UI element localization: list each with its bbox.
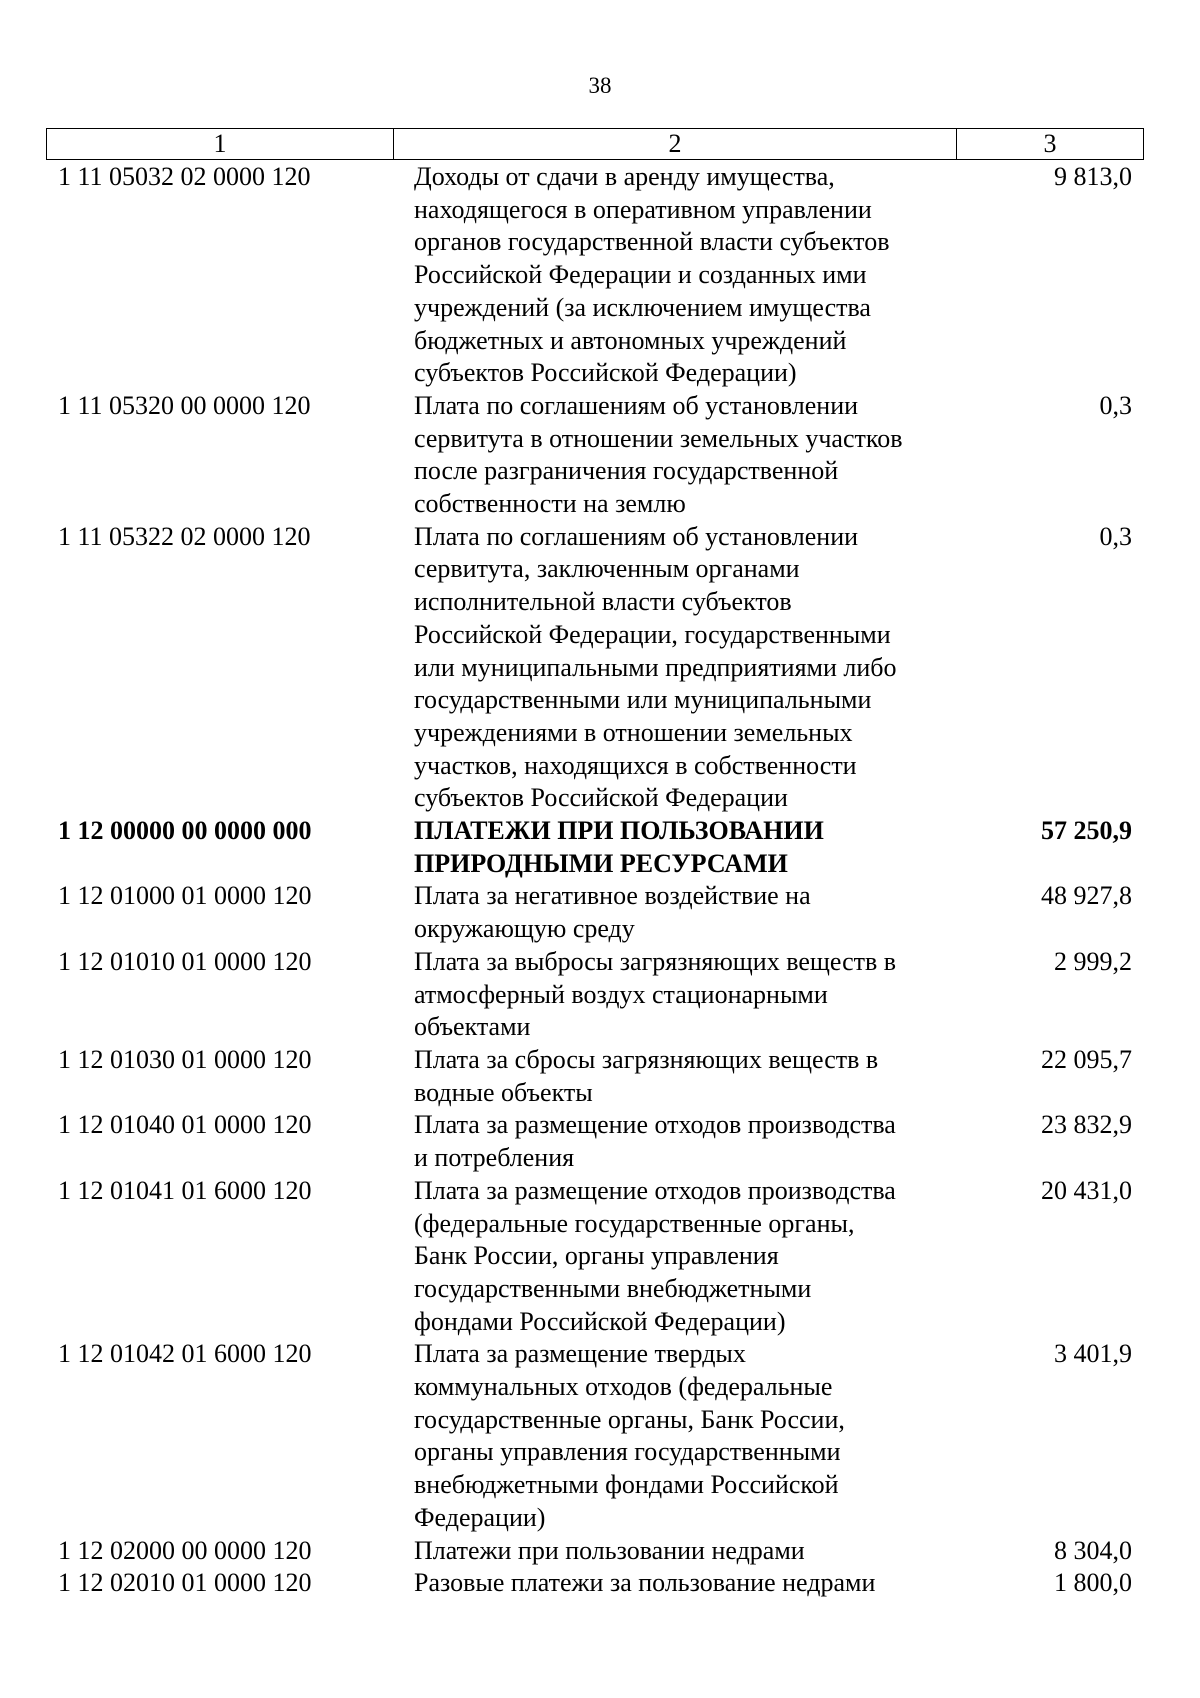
amount-value: 23 832,9 [1041,1110,1132,1140]
page-number: 38 [588,73,612,98]
income-name-line: органов государственной власти субъектов [414,227,890,257]
budget-code: 1 12 01042 01 6000 120 [58,1339,312,1369]
income-name-line: Банк России, органы управления [414,1241,779,1271]
income-name-line: Плата по соглашениям об установлении [414,521,859,551]
income-name-line: сервитута в отношении земельных участков [414,423,903,453]
income-name [405,1338,979,1534]
amount-value: 8 304,0 [1054,1535,1132,1565]
budget-code: 1 11 05320 00 0000 120 [58,390,311,420]
budget-code: 1 11 05322 02 0000 120 [58,521,311,551]
income-name-line: участков, находящихся в собственности [414,750,857,780]
income-name-line: Плата за размещение отходов производства [414,1110,896,1140]
income-name [405,521,979,815]
income-name [405,880,979,945]
income-name [405,1175,979,1339]
income-name-line: Плата за сбросы загрязняющих веществ в [414,1044,879,1074]
income-name-line: после разграничения государственной [414,456,839,486]
income-name-line: ПЛАТЕЖИ ПРИ ПОЛЬЗОВАНИИ [414,816,824,846]
income-name [405,390,979,521]
table-row [46,161,1143,390]
budget-code: 1 12 02010 01 0000 120 [58,1568,312,1598]
budget-code: 1 12 01000 01 0000 120 [58,881,312,911]
income-name-line: исполнительной власти субъектов [414,587,792,617]
income-name [405,1535,979,1568]
income-name [405,946,979,1044]
amount-value: 20 431,0 [1041,1175,1132,1205]
table-row [46,1567,1143,1600]
income-name-line: Российской Федерации и созданных ими [414,260,867,290]
budget-code: 1 12 01040 01 0000 120 [58,1110,312,1140]
table-row [46,390,1143,521]
income-name-line: органы управления государственными [414,1437,841,1467]
income-name [405,161,979,390]
income-name-line: Платежи при пользовании недрами [414,1535,805,1565]
income-name-line: водные объекты [414,1077,593,1107]
income-name-line: сервитута, заключенным органами [414,554,800,584]
income-name-line: бюджетных и автономных учреждений [414,325,847,355]
amount-value: 48 927,8 [1041,881,1132,911]
table-row [46,1338,1143,1534]
income-name-line: Плата по соглашениям об установлении [414,390,859,420]
income-name-line: фондами Российской Федерации) [414,1306,786,1336]
table-row [46,880,1143,945]
income-name-line: Разовые платежи за пользование недрами [414,1568,876,1598]
table-row [46,521,1143,815]
amount-value: 57 250,9 [1041,816,1132,846]
income-name-line: Федерации) [414,1502,546,1532]
income-name-line: Плата за размещение твердых [414,1339,746,1369]
income-name-line: (федеральные государственные органы, [414,1208,855,1238]
table-row [46,1535,1143,1568]
income-name-line: государственными или муниципальными [414,685,872,715]
income-name-line: атмосферный воздух стационарными [414,979,828,1009]
table-row [46,815,1143,880]
budget-code: 1 12 01041 01 6000 120 [58,1175,312,1205]
income-name-line: коммунальных отходов (федеральные [414,1372,833,1402]
income-name-line: Доходы от сдачи в аренду имущества, [414,162,835,191]
income-name-line: окружающую среду [414,914,635,944]
income-name [405,1109,979,1174]
budget-code: 1 12 01030 01 0000 120 [58,1044,312,1074]
income-name-line: Российской Федерации, государственными [414,619,891,649]
income-name [405,815,979,880]
income-name-line: объектами [414,1012,531,1042]
income-name-line: находящегося в оперативном управлении [414,194,872,224]
income-name-line: государственными внебюджетными [414,1273,812,1303]
income-name-line: или муниципальными предприятиями либо [414,652,897,682]
amount-value: 0,3 [1099,521,1132,551]
income-name-line: Плата за негативное воздействие на [414,881,811,911]
income-name-line: государственные органы, Банк России, [414,1404,845,1434]
income-name-line: собственности на землю [414,489,686,519]
budget-code: 1 12 02000 00 0000 120 [58,1535,312,1565]
amount-value: 1 800,0 [1054,1568,1132,1598]
column-header-3: 3 [957,129,1144,160]
income-name-line: учреждений (за исключением имущества [414,292,871,322]
table-row [46,946,1143,1044]
income-name-line: внебюджетными фондами Российской [414,1470,839,1500]
budget-code: 1 12 01010 01 0000 120 [58,946,312,976]
income-name-line: Плата за размещение отходов производства [414,1175,896,1205]
income-name-line: Плата за выбросы загрязняющих веществ в [414,946,897,976]
income-name [405,1044,979,1109]
amount-value: 2 999,2 [1054,946,1132,976]
budget-code: 1 11 05032 02 0000 120 [58,162,311,191]
income-name-line: ПРИРОДНЫМИ РЕСУРСАМИ [414,848,788,878]
table-row [46,1175,1143,1339]
income-name-line: и потребления [414,1143,575,1173]
budget-table-body [46,161,1143,1600]
column-header-1: 1 [47,129,394,160]
table-row [46,1044,1143,1109]
amount-value: 3 401,9 [1054,1339,1132,1369]
column-header-table [46,128,1144,160]
budget-code: 1 12 00000 00 0000 000 [58,816,312,846]
table-row [46,1109,1143,1174]
income-name [405,1567,979,1600]
amount-value: 9 813,0 [1054,162,1132,191]
income-name-line: субъектов Российской Федерации [414,783,788,813]
column-header-row [47,129,1144,160]
column-header-2: 2 [394,129,957,160]
income-name-line: учреждениями в отношении земельных [414,717,853,747]
amount-value: 0,3 [1099,390,1132,420]
amount-value: 22 095,7 [1041,1044,1132,1074]
income-name-line: субъектов Российской Федерации) [414,358,797,388]
